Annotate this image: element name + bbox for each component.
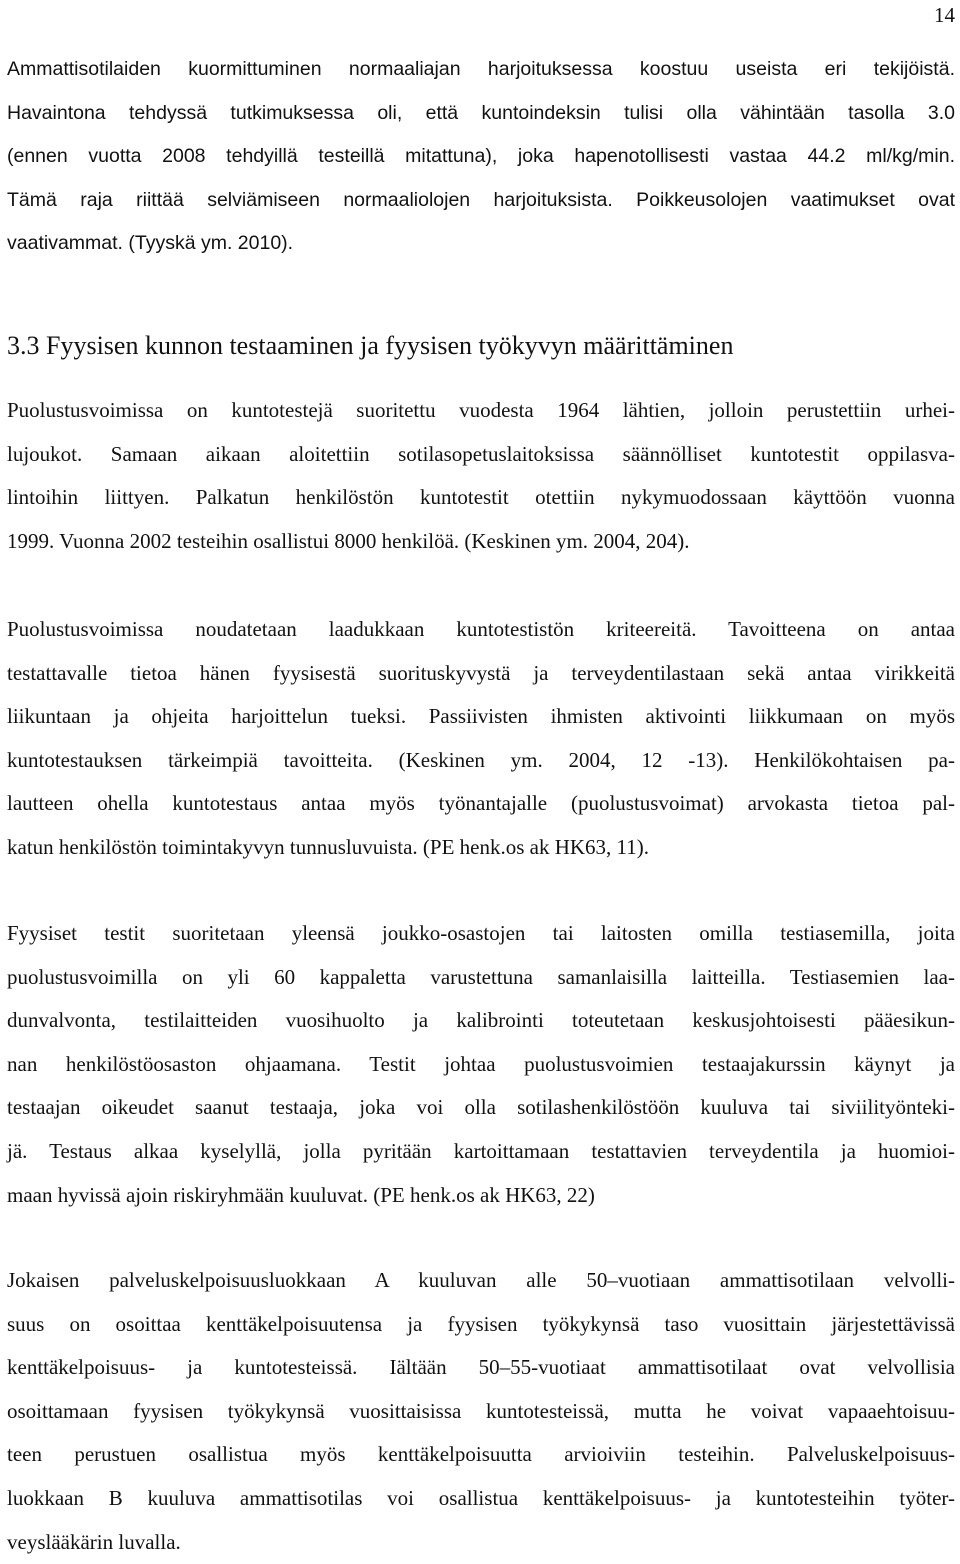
text-line: nan henkilöstöosaston ohjaamana. Testit johtaa puolustusvoimien testaajakurssin käynyt ja xyxy=(7,1051,955,1076)
text-line: Ammattisotilaiden kuormittuminen normaaliajan harjoituksessa koostuu useista eri tekijöistä. xyxy=(7,58,955,80)
text-line: puolustusvoimilla on yli 60 kappaletta varustettuna samanlaisilla laitteilla. Testiasemien laa- xyxy=(7,964,955,989)
text-line: 1999. Vuonna 2002 testeihin osallistui 8000 henkilöä. (Keskinen ym. 2004, 204). xyxy=(7,528,690,553)
paragraph-5 xyxy=(7,1259,955,1564)
text-line: luokkaan B kuuluva ammattisotilas voi osallistua kenttäkelpoisuus- ja kuntotesteihin työter- xyxy=(7,1485,955,1510)
text-line: lintoihin liittyen. Palkatun henkilöstön kuntotestit otettiin nykymuodossaan käyttöön vuonna xyxy=(7,485,955,510)
text-line: Puolustusvoimissa noudatetaan laadukkaan kuntotestistön kriteereitä. Tavoitteena on antaa xyxy=(7,617,955,641)
text-line: liikuntaan ja ohjeita harjoittelun tueksi. Passiivisten ihmisten aktivointi liikkumaan on myös xyxy=(7,704,955,729)
text-line: teen perustuen osallistua myös kenttäkelpoisuutta arvioiviin testeihin. Palveluskelpoisuus- xyxy=(7,1442,955,1467)
text-line: lautteen ohella kuntotestaus antaa myös työnantajalle (puolustusvoimat) arvokasta tietoa pal- xyxy=(7,791,955,816)
text-line: veyslääkärin luvalla. xyxy=(7,1529,181,1554)
text-line: (ennen vuotta 2008 tehdyillä testeillä mitattuna), joka hapenotollisesti vastaa 44.2 ml/kg/min. xyxy=(7,145,955,168)
text-line: Puolustusvoimissa on kuntotestejä suoritettu vuodesta 1964 lähtien, jolloin perustettiin urhei- xyxy=(7,398,955,422)
section-heading: 3.3 Fyysisen kunnon testaaminen ja fyysisen työkyvyn määrittäminen xyxy=(7,331,734,360)
text-line: testattavalle tietoa hänen fyysisestä suorituskyvystä ja terveydentilastaan sekä antaa virikkeitä xyxy=(7,660,955,685)
text-line: osoittamaan fyysisen työkykynsä vuosittaisissa kuntotesteissä, mutta he voivat vapaaehtoisuu- xyxy=(7,1398,955,1423)
text-line: Fyysiset testit suoritetaan yleensä joukko-osastojen tai laitosten omilla testiasemilla, joita xyxy=(7,921,955,945)
text-line: suus on osoittaa kenttäkelpoisuutensa ja fyysisen työkykynsä taso vuosittain järjestettävissä xyxy=(7,1311,955,1336)
text-line: lujoukot. Samaan aikaan aloitettiin sotilasopetuslaitoksissa säännölliset kuntotestit oppilasva- xyxy=(7,441,955,466)
paragraph-4 xyxy=(7,912,955,1217)
text-line: vaativammat. (Tyyskä ym. 2010). xyxy=(7,232,294,255)
paragraph-1 xyxy=(7,48,955,266)
text-line: maan hyvissä ajoin riskiryhmään kuuluvat. (PE henk.os ak HK63, 22) xyxy=(7,1182,595,1207)
text-line: testaajan oikeudet saanut testaaja, joka voi olla sotilashenkilöstöön kuuluva tai siviilityönteki- xyxy=(7,1095,955,1120)
text-line: dunvalvonta, testilaitteiden vuosihuolto ja kalibrointi toteutetaan keskusjohtoisesti pääesikun- xyxy=(7,1008,955,1033)
page-number: 14 xyxy=(934,3,955,27)
text-line: kenttäkelpoisuus- ja kuntotesteissä. Iältään 50–55-vuotiaat ammattisotilaat ovat velvollisia xyxy=(7,1355,955,1380)
text-line: jä. Testaus alkaa kyselyllä, jolla pyritään kartoittamaan testattavien terveydentila ja huomioi- xyxy=(7,1138,955,1163)
text-line: katun henkilöstön toimintakyvyn tunnusluvuista. (PE henk.os ak HK63, 11). xyxy=(7,834,650,859)
paragraph-2 xyxy=(7,389,955,563)
paragraph-3 xyxy=(7,608,955,870)
text-line: Jokaisen palveluskelpoisuusluokkaan A kuuluvan alle 50–vuotiaan ammattisotilaan velvolli- xyxy=(7,1268,955,1292)
text-line: kuntotestauksen tärkeimpiä tavoitteita. (Keskinen ym. 2004, 12 -13). Henkilökohtaisen pa- xyxy=(7,747,955,772)
text-line: Havaintona tehdyssä tutkimuksessa oli, että kuntoindeksin tulisi olla vähintään tasolla 3.0 xyxy=(7,101,955,124)
text-line: Tämä raja riittää selviämiseen normaaliolojen harjoituksista. Poikkeusolojen vaatimukset ovat xyxy=(7,188,955,211)
